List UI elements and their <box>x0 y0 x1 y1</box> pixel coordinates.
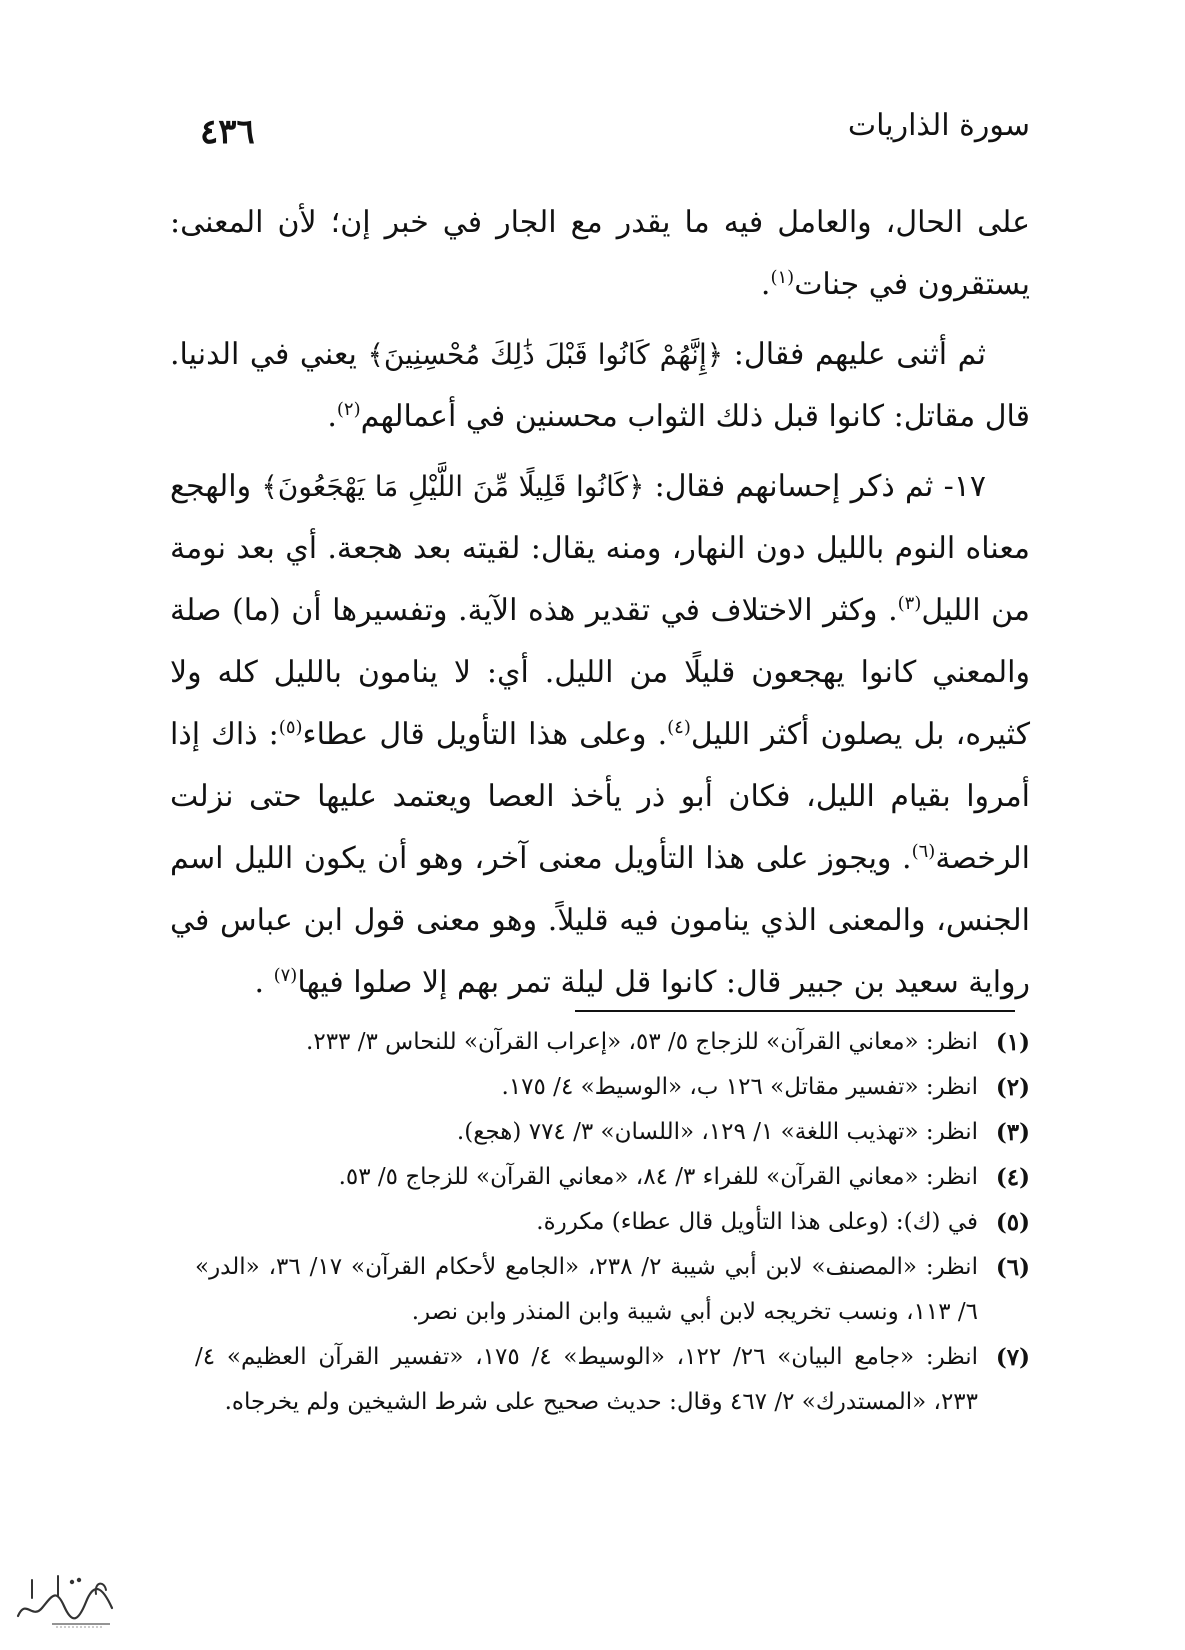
page-number: ٤٣٦ <box>200 112 255 152</box>
footnote-text: انظر: «تفسير مقاتل» ١٢٦ ب، «الوسيط» ٤/ ١٧٥. <box>501 1074 978 1100</box>
footnote-item <box>195 1155 1030 1200</box>
paragraph-text: . ويجوز على هذا التأويل معنى آخر، وهو أن يكون الليل اسم الجنس، والمعنى الذي ينامون فيه قليلاً. وهو معنى قول ابن عباس في رواية سعيد بن جبير قال: كانوا قل ليلة تمر بهم إلا صلوا فيها <box>170 841 1030 1000</box>
footnote-number: (٤) <box>995 1164 1030 1191</box>
paragraph-text: . وعلى هذا التأويل قال عطاء <box>302 717 668 752</box>
paragraph-end: . <box>760 267 771 302</box>
paragraph-end: . <box>327 399 337 434</box>
surah-title: سورة الذاريات <box>847 108 1030 143</box>
footnote-text: انظر: «معاني القرآن» للفراء ٣/ ٨٤، «معاني القرآن» للزجاج ٥/ ٥٣. <box>338 1164 978 1190</box>
footnote-ref: (١) <box>770 267 795 288</box>
footnote-item <box>195 1065 1030 1110</box>
page-header <box>200 108 1030 158</box>
footnote-number: (١) <box>995 1029 1030 1056</box>
footnote-text: في (ك): (وعلى هذا التأويل قال عطاء) مكررة. <box>536 1209 978 1235</box>
quran-verse: ﴿كَانُوا قَلِيلًا مِّنَ اللَّيْلِ مَا يَهْجَعُونَ﴾ <box>261 470 645 503</box>
footnote-text: انظر: «المصنف» لابن أبي شيبة ٢/ ٢٣٨، «الجامع لأحكام القرآن» ١٧/ ٣٦، «الدر» ٦/ ١١٣، ونسب تخريجه لابن أبي شيبة وابن المنذر وابن نصر. <box>195 1254 978 1325</box>
paragraph-text: ثم أثنى عليهم فقال: <box>723 337 986 372</box>
paragraph-2 <box>170 324 1030 448</box>
footnote-text: انظر: «تهذيب اللغة» ١/ ١٢٩، «اللسان» ٣/ ٧٧٤ (هجع). <box>456 1119 978 1145</box>
library-stamp-logo <box>12 1568 120 1630</box>
footnote-divider <box>575 1010 1015 1012</box>
footnote-number: (٧) <box>995 1344 1030 1371</box>
footnote-item <box>195 1020 1030 1065</box>
footnote-ref: (٤) <box>667 717 691 738</box>
paragraph-text: . وكثر الاختلاف في تقدير هذه الآية. وتفسيرها أن (ما) صلة والمعني كانوا يهجعون قليلًا من الليل. أي: لا ينامون بالليل كله ولا كثيره، بل يصلون أكثر الليل <box>170 593 1030 752</box>
footnote-ref: (٣) <box>897 593 922 614</box>
footnote-item <box>195 1110 1030 1155</box>
footnote-ref: (٥) <box>278 717 303 738</box>
paragraph-text: على الحال، والعامل فيه ما يقدر مع الجار في خبر إن؛ لأن المعنى: يستقرون في جنات <box>170 205 1030 302</box>
footnote-number: (٢) <box>995 1074 1030 1101</box>
footnote-number: (٣) <box>995 1119 1030 1146</box>
paragraph-end: . <box>254 965 274 1000</box>
paragraph-1 <box>170 192 1030 316</box>
footnotes <box>195 1020 1030 1425</box>
footnote-number: (٦) <box>995 1254 1030 1281</box>
footnote-item <box>195 1335 1030 1425</box>
paragraph-text: والهجع معناه النوم بالليل دون النهار، ومنه يقال: لقيته بعد هجعة. أي بعد نومة من الليل <box>170 469 1030 628</box>
footnote-text: انظر: «معاني القرآن» للزجاج ٥/ ٥٣، «إعراب القرآن» للنحاس ٣/ ٢٣٣. <box>306 1029 978 1055</box>
quran-verse: ﴿إِنَّهُمْ كَانُوا قَبْلَ ذَٰلِكَ مُحْسِنِينَ﴾ <box>367 338 724 371</box>
footnote-ref: (٦) <box>911 841 936 862</box>
footnote-text: انظر: «جامع البيان» ٢٦/ ١٢٢، «الوسيط» ٤/ ١٧٥، «تفسير القرآن العظيم» ٤/ ٢٣٣، «المستدرك» ٢/ ٤٦٧ وقال: حديث صحيح على شرط الشيخين ولم يخرجاه. <box>195 1344 979 1415</box>
paragraph-text: ١٧- ثم ذكر إحسانهم فقال: <box>644 469 986 504</box>
footnote-item <box>195 1245 1030 1335</box>
main-text <box>170 192 1030 1022</box>
footnote-item <box>195 1200 1030 1245</box>
footnote-number: (٥) <box>995 1209 1030 1236</box>
paragraph-3 <box>170 456 1030 1014</box>
footnote-ref: (٢) <box>336 399 361 420</box>
paragraph-text: : ذاك إذا أمروا بقيام الليل، فكان أبو ذر يأخذ العصا ويعتمد عليها حتى نزلت الرخصة <box>170 717 1030 876</box>
footnote-ref: (٧) <box>273 965 298 986</box>
paragraph-text: يعني في الدنيا. قال مقاتل: كانوا قبل ذلك الثواب محسنين في أعمالهم <box>170 337 1030 434</box>
